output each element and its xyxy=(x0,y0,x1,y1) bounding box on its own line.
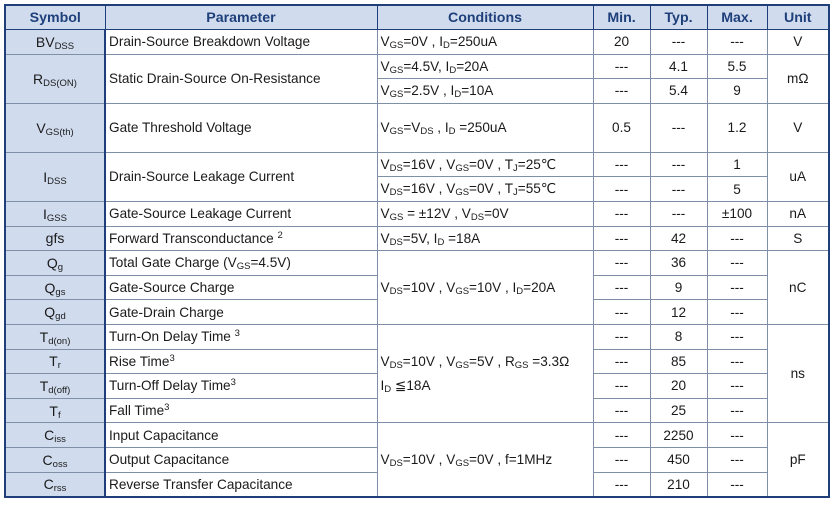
max-cell: --- xyxy=(707,349,767,374)
max-cell: --- xyxy=(707,30,767,55)
typ-cell: --- xyxy=(650,103,707,152)
parameter-cell: Gate-Source Leakage Current xyxy=(105,201,377,226)
symbol-cell xyxy=(5,251,105,276)
unit-cell: S xyxy=(767,226,829,251)
unit-cell: mΩ xyxy=(767,54,829,103)
min-cell: --- xyxy=(593,423,650,448)
symbol-text: I xyxy=(43,205,47,222)
table-row xyxy=(5,30,829,55)
symbol-text: Q xyxy=(44,304,56,321)
symbol-cell xyxy=(5,472,105,497)
symbol-text: BV xyxy=(35,33,55,50)
parameter-cell: Rise Time$^3$ xyxy=(105,349,377,374)
max-cell: 1.2 xyxy=(707,103,767,152)
conditions-cell: $V_{DS}=10V$ , $V_{GS}=0V$ , f=1MHz xyxy=(377,423,593,497)
conditions-cell: $V_{GS}=0V$ , $I_D=250uA$ xyxy=(377,30,593,55)
symbol-text: T xyxy=(49,353,58,370)
max-cell: --- xyxy=(707,374,767,399)
min-cell: --- xyxy=(593,79,650,104)
conditions-cell: $V_{DS}=16V$ , $V_{GS}=0V$ , $T_J=25℃$ xyxy=(377,152,593,177)
typ-cell: --- xyxy=(650,201,707,226)
min-cell: --- xyxy=(593,374,650,399)
min-cell: --- xyxy=(593,472,650,497)
symbol-cell xyxy=(5,275,105,300)
table-row xyxy=(5,103,829,152)
symbol-cell xyxy=(5,374,105,399)
symbol-cell xyxy=(5,103,105,152)
header-typ: Typ. xyxy=(650,5,707,30)
symbol-subscript: oss xyxy=(52,458,68,470)
max-cell: --- xyxy=(707,226,767,251)
max-cell: --- xyxy=(707,447,767,472)
header-min: Min. xyxy=(593,5,650,30)
conditions-cell: $V_{GS}=V_{DS}$ , $I_D =250uA$ xyxy=(377,103,593,152)
parameter-cell: Output Capacitance xyxy=(105,447,377,472)
symbol-cell xyxy=(5,226,105,251)
conditions-cell: $V_{DS}=10V$ , $V_{GS}=5V$ , $R_{GS} =3.3\Omega$ $I_D$ ≦18A xyxy=(377,324,593,422)
max-cell: 9 xyxy=(707,79,767,104)
max-cell: --- xyxy=(707,275,767,300)
symbol-text: Q xyxy=(44,279,56,296)
symbol-subscript: r xyxy=(57,360,61,372)
typ-cell: 450 xyxy=(650,447,707,472)
typ-cell: 12 xyxy=(650,300,707,325)
parameter-cell: Input Capacitance xyxy=(105,423,377,448)
conditions-cell: $V_{GS} = \pm 12V$ , $V_{DS}=0V$ xyxy=(377,201,593,226)
conditions-cell: $V_{GS}=4.5V$, $I_D=20A$ xyxy=(377,54,593,79)
max-cell: 5 xyxy=(707,177,767,202)
table-row xyxy=(5,251,829,276)
max-cell: --- xyxy=(707,324,767,349)
table-row xyxy=(5,226,829,251)
min-cell: 0.5 xyxy=(593,103,650,152)
footnote-mark: 3 xyxy=(169,352,175,364)
min-cell: --- xyxy=(593,349,650,374)
symbol-text: T xyxy=(49,402,58,419)
footnote-mark: 3 xyxy=(230,377,236,389)
typ-cell: 42 xyxy=(650,226,707,251)
symbol-subscript: GS(th) xyxy=(45,126,74,138)
unit-cell: ns xyxy=(767,324,829,422)
max-cell: 5.5 xyxy=(707,54,767,79)
typ-cell: 36 xyxy=(650,251,707,276)
spec-table-container xyxy=(4,4,828,503)
symbol-subscript: d(off) xyxy=(48,384,71,396)
symbol-subscript: gs xyxy=(55,286,66,298)
symbol-text: T xyxy=(39,377,49,394)
unit-cell: uA xyxy=(767,152,829,201)
symbol-cell xyxy=(5,349,105,374)
symbol-subscript: DS(ON) xyxy=(43,77,77,89)
symbol-cell xyxy=(5,324,105,349)
unit-cell: nA xyxy=(767,201,829,226)
header-unit: Unit xyxy=(767,5,829,30)
footnote-mark: 3 xyxy=(164,402,170,414)
parameter-cell: Forward Transconductance $^2$ xyxy=(105,226,377,251)
typ-cell: 5.4 xyxy=(650,79,707,104)
max-cell: --- xyxy=(707,251,767,276)
electrical-characteristics-table xyxy=(4,4,830,498)
typ-cell: --- xyxy=(650,30,707,55)
symbol-subscript: f xyxy=(57,409,61,421)
max-cell: --- xyxy=(707,472,767,497)
max-cell: ±100 xyxy=(707,201,767,226)
symbol-text: V xyxy=(36,119,46,136)
symbol-text: C xyxy=(43,476,54,493)
conditions-cell: $V_{GS}=2.5V$ , $I_D=10A$ xyxy=(377,79,593,104)
parameter-cell: Reverse Transfer Capacitance xyxy=(105,472,377,497)
typ-cell: --- xyxy=(650,152,707,177)
parameter-cell: Gate-Source Charge xyxy=(105,275,377,300)
symbol-subscript: d(on) xyxy=(48,335,71,347)
table-row xyxy=(5,152,829,177)
typ-cell: 25 xyxy=(650,398,707,423)
parameter-cell: Drain-Source Leakage Current xyxy=(105,152,377,201)
header-symbol: Symbol xyxy=(5,5,105,30)
typ-cell: 8 xyxy=(650,324,707,349)
symbol-cell xyxy=(5,201,105,226)
min-cell: --- xyxy=(593,54,650,79)
symbol-cell xyxy=(5,54,105,103)
parameter-cell: Static Drain-Source On-Resistance xyxy=(105,54,377,103)
conditions-cell: $V_{DS}=5V$, $I_D =18A$ xyxy=(377,226,593,251)
min-cell: --- xyxy=(593,275,650,300)
parameter-cell: Drain-Source Breakdown Voltage xyxy=(105,30,377,55)
symbol-cell xyxy=(5,398,105,423)
symbol-subscript: DSS xyxy=(47,175,67,187)
unit-cell: V xyxy=(767,103,829,152)
symbol-subscript: iss xyxy=(54,434,66,446)
unit-cell: V xyxy=(767,30,829,55)
min-cell: --- xyxy=(593,324,650,349)
typ-cell: 210 xyxy=(650,472,707,497)
typ-cell: 4.1 xyxy=(650,54,707,79)
symbol-cell xyxy=(5,423,105,448)
typ-cell: --- xyxy=(650,177,707,202)
min-cell: --- xyxy=(593,226,650,251)
unit-cell: pF xyxy=(767,423,829,497)
symbol-subscript: rss xyxy=(53,483,67,495)
max-cell: 1 xyxy=(707,152,767,177)
symbol-subscript: GSS xyxy=(46,212,67,224)
symbol-cell xyxy=(5,152,105,201)
min-cell: --- xyxy=(593,447,650,472)
min-cell: 20 xyxy=(593,30,650,55)
typ-cell: 9 xyxy=(650,275,707,300)
parameter-cell: Turn-On Delay Time $^3$ xyxy=(105,324,377,349)
parameter-cell: Fall Time$^3$ xyxy=(105,398,377,423)
table-row xyxy=(5,201,829,226)
symbol-text: I xyxy=(43,168,48,185)
parameter-cell: Turn-Off Delay Time$^3$ xyxy=(105,374,377,399)
symbol-text: T xyxy=(39,328,49,345)
unit-cell: nC xyxy=(767,251,829,325)
typ-cell: 2250 xyxy=(650,423,707,448)
symbol-text: C xyxy=(42,451,53,468)
header-parameter: Parameter xyxy=(105,5,377,30)
symbol-cell xyxy=(5,30,105,55)
parameter-cell: Gate-Drain Charge xyxy=(105,300,377,325)
parameter-cell: Total Gate Charge $(V_{GS}=4.5V)$ xyxy=(105,251,377,276)
symbol-subscript: g xyxy=(57,261,64,273)
min-cell: --- xyxy=(593,398,650,423)
typ-cell: 20 xyxy=(650,374,707,399)
symbol-subscript: DSS xyxy=(54,40,75,52)
max-cell: --- xyxy=(707,398,767,423)
parameter-cell: Gate Threshold Voltage xyxy=(105,103,377,152)
symbol-text: R xyxy=(33,70,44,87)
footnote-mark: 2 xyxy=(277,229,283,241)
symbol-text: Q xyxy=(46,254,58,271)
conditions-cell: $V_{DS}=10V$ , $V_{GS}=10V$ , $I_D=20A$ xyxy=(377,251,593,325)
min-cell: --- xyxy=(593,201,650,226)
symbol-cell xyxy=(5,300,105,325)
header-max: Max. xyxy=(707,5,767,30)
typ-cell: 85 xyxy=(650,349,707,374)
max-cell: --- xyxy=(707,423,767,448)
symbol-cell xyxy=(5,447,105,472)
max-cell: --- xyxy=(707,300,767,325)
symbol-text: C xyxy=(44,427,55,444)
min-cell: --- xyxy=(593,152,650,177)
symbol-subscript: gd xyxy=(55,311,66,323)
footnote-mark: 3 xyxy=(234,328,240,340)
conditions-cell: $V_{DS}=16V$ , $V_{GS}=0V$ , $T_J=55℃$ xyxy=(377,177,593,202)
min-cell: --- xyxy=(593,177,650,202)
min-cell: --- xyxy=(593,251,650,276)
header-row xyxy=(5,5,829,30)
header-conditions: Conditions xyxy=(377,5,593,30)
min-cell: --- xyxy=(593,300,650,325)
table-row xyxy=(5,324,829,349)
table-row xyxy=(5,54,829,79)
symbol-text: gfs xyxy=(45,230,65,247)
table-row xyxy=(5,423,829,448)
